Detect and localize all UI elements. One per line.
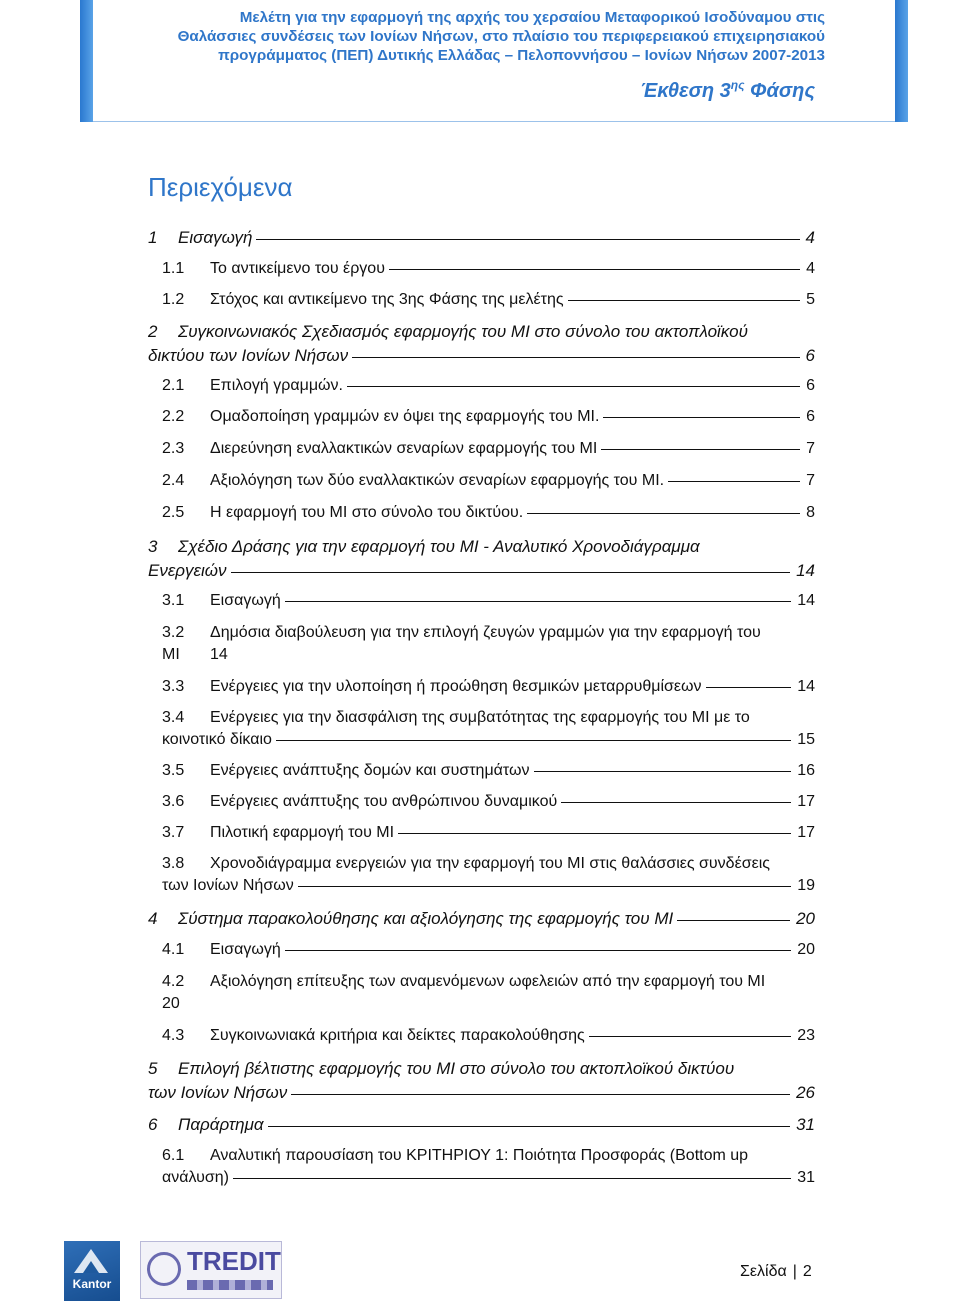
toc-leader [601, 449, 800, 450]
toc-entry-page: 20 [162, 995, 180, 1012]
toc-entry[interactable] [148, 535, 815, 582]
header-divider [93, 121, 895, 122]
page-number [740, 1263, 812, 1281]
toc-entry-title: Σχέδιο Δράσης για την εφαρμογή του ΜΙ - Αναλυτικό Χρονοδιάγραμμα [178, 537, 700, 556]
tredit-emblem-icon [147, 1252, 181, 1286]
toc-leader [534, 771, 792, 772]
page-number-value: 2 [802, 1263, 812, 1280]
toc-leader [677, 920, 790, 921]
toc-leader [256, 239, 799, 240]
toc-entry-number: 2.4 [162, 472, 185, 489]
toc-entry[interactable] [162, 1025, 815, 1047]
toc-entry-page: 31 [796, 1115, 815, 1134]
toc-entry-number: 3.5 [162, 762, 185, 779]
toc-entry-page: 14 [796, 561, 815, 580]
toc-entry-page: 4 [806, 260, 815, 277]
toc-entry-number: 2.3 [162, 440, 185, 457]
toc-entry-number: 3.1 [162, 592, 185, 609]
toc-entry-page: 23 [797, 1027, 815, 1044]
toc-entry-number: 6 [148, 1115, 158, 1134]
toc-entry-title: Ενέργειες ανάπτυξης του ανθρώπινου δυναμικού [210, 793, 558, 810]
toc-entry[interactable] [162, 939, 815, 961]
toc-entry-title: Το αντικείμενο του έργου [210, 260, 385, 277]
header-line-3: προγράμματος (ΠΕΠ) Δυτικής Ελλάδας – Πελοποννήσου – Ιονίων Νήσων 2007-2013 [218, 47, 825, 64]
report-suffix: Φάσης [744, 80, 815, 102]
toc-leader [347, 386, 800, 387]
report-prefix: Έκθεση 3 [640, 80, 731, 102]
toc-entry-title: Αξιολόγηση των δύο εναλλακτικών σεναρίων εφαρμογής του ΜΙ. [210, 472, 665, 489]
toc-entry-number: 3.7 [162, 824, 185, 841]
toc-entry-title: Επιλογή βέλτιστης εφαρμογής του ΜΙ στο σύνολο του ακτοπλοϊκού δικτύου [178, 1059, 735, 1078]
toc-entry-title: Ενέργειες για την υλοποίηση ή προώθηση θεσμικών μεταρρυθμίσεων [210, 678, 702, 695]
toc-entry-title: Πιλοτική εφαρμογή του ΜΙ [210, 824, 395, 841]
toc-entry-page: 15 [797, 731, 815, 748]
toc-leader [603, 417, 800, 418]
toc-entry-title: Ενέργειες για την διασφάλιση της συμβατότητας της εφαρμογής του ΜΙ με το [210, 709, 750, 726]
toc-leader [231, 572, 791, 573]
toc-entry-title: Διερεύνηση εναλλακτικών σεναρίων εφαρμογής του ΜΙ [210, 440, 598, 457]
toc-entry-title: Σύστημα παρακολούθησης και αξιολόγησης της εφαρμογής του ΜΙ [178, 909, 674, 928]
toc-entry-continuation: ΜΙ [162, 646, 180, 663]
toc-entry-page: 16 [797, 762, 815, 779]
toc-entry[interactable] [162, 289, 815, 311]
toc-leader [285, 950, 791, 951]
toc-entry-continuation: δικτύου των Ιονίων Νήσων [148, 346, 349, 365]
kantor-logo [64, 1241, 120, 1301]
toc-entry-number: 4.2 [162, 973, 185, 990]
toc-leader [352, 357, 799, 358]
toc-leader [291, 1094, 790, 1095]
toc-entry-title: Συγκοινωνιακός Σχεδιασμός εφαρμογής του ΜΙ στο σύνολο του ακτοπλοϊκού [178, 322, 748, 341]
toc-entry-page: 19 [797, 877, 815, 894]
toc-leader [589, 1036, 792, 1037]
toc-entry-number: 5 [148, 1059, 158, 1078]
toc-entry-number: 3.2 [162, 624, 185, 641]
report-superscript: ης [730, 78, 745, 92]
toc-entry[interactable] [148, 1057, 815, 1104]
toc-entry-number: 2.1 [162, 377, 185, 394]
toc-entry-number: 3.4 [162, 709, 185, 726]
toc-entry-title: Αξιολόγηση επίτευξης των αναμενόμενων ωφελειών από την εφαρμογή του ΜΙ [210, 973, 766, 990]
toc-entry-number: 1.1 [162, 260, 185, 277]
toc-entry[interactable] [162, 258, 815, 280]
toc-entry-page: 14 [797, 678, 815, 695]
toc-entry[interactable] [148, 320, 815, 367]
toc-entry-page: 26 [796, 1083, 815, 1102]
tredit-logo-text: TREDIT [187, 1246, 281, 1276]
toc-entry-title: Συγκοινωνιακά κριτήρια και δείκτες παρακολούθησης [210, 1027, 585, 1044]
toc-entry-number: 1 [148, 228, 158, 247]
toc-entry[interactable] [162, 406, 815, 428]
toc-entry[interactable] [162, 502, 815, 524]
toc-entry[interactable] [162, 622, 815, 666]
toc-entry-page: 20 [796, 909, 815, 928]
toc-leader [389, 269, 800, 270]
toc-entry-number: 3.8 [162, 855, 185, 872]
toc-entry-title: Εισαγωγή [210, 592, 281, 609]
kantor-logo-text: Kantor [72, 1277, 112, 1291]
toc-entry-number: 2.5 [162, 504, 185, 521]
header-report-label [560, 78, 815, 103]
toc-entry-title: Η εφαρμογή του ΜΙ στο σύνολο του δικτύου. [210, 504, 524, 521]
toc-entry-number: 1.2 [162, 291, 185, 308]
toc-entry-page: 14 [210, 646, 228, 663]
toc-entry-title: Στόχος και αντικείμενο της 3ης Φάσης της μελέτης [210, 291, 564, 308]
toc-entry-continuation: ανάλυση) [162, 1169, 229, 1186]
page-separator: | [792, 1263, 797, 1280]
toc-entry[interactable] [162, 676, 815, 698]
toc-entry-page: 5 [806, 291, 815, 308]
toc-entry-number: 3.3 [162, 678, 185, 695]
toc-entry[interactable] [148, 226, 815, 249]
toc-leader [285, 601, 791, 602]
toc-entry-title: Ομαδοποίηση γραμμών εν όψει της εφαρμογής του ΜΙ. [210, 408, 600, 425]
toc-entry-page: 31 [797, 1169, 815, 1186]
toc-leader [568, 300, 801, 301]
toc-entry-number: 4.3 [162, 1027, 185, 1044]
toc-entry-title: Χρονοδιάγραμμα ενεργειών για την εφαρμογή του ΜΙ στις θαλάσσιες συνδέσεις [210, 855, 770, 872]
header-accent-right [895, 0, 908, 122]
toc-entry-title: Εισαγωγή [210, 941, 281, 958]
toc-leader [527, 513, 800, 514]
toc-entry-number: 2.2 [162, 408, 185, 425]
toc-entry[interactable] [162, 707, 815, 751]
toc-leader [268, 1126, 790, 1127]
toc-entry-continuation: κοινοτικό δίκαιο [162, 731, 272, 748]
toc-entry[interactable] [162, 822, 815, 844]
toc-entry-page: 4 [805, 228, 815, 247]
toc-leader [276, 740, 791, 741]
toc-entry-title: Παράρτημα [178, 1115, 264, 1134]
toc-entry-continuation: Ενεργειών [148, 561, 227, 580]
toc-entry-title: Δημόσια διαβούλευση για την επιλογή ζευγών γραμμών για την εφαρμογή του [210, 624, 761, 641]
toc-entry-number: 6.1 [162, 1147, 185, 1164]
toc-entry-number: 3 [148, 537, 158, 556]
page-label: Σελίδα [740, 1263, 787, 1280]
toc-entry[interactable] [162, 1145, 815, 1189]
toc-entry-page: 8 [806, 504, 815, 521]
toc-leader [668, 481, 800, 482]
toc-entry[interactable] [162, 853, 815, 897]
toc-entry-page: 7 [806, 472, 815, 489]
toc-entry[interactable] [162, 375, 815, 397]
header-line-1: Μελέτη για την εφαρμογή της αρχής του χερσαίου Μεταφορικού Ισοδύναμου στις [239, 9, 825, 26]
toc-entry-number: 3.6 [162, 793, 185, 810]
toc-leader [706, 687, 792, 688]
header-accent-left [80, 0, 93, 122]
toc-entry-number: 2 [148, 322, 158, 341]
toc-entry-title: Ενέργειες ανάπτυξης δομών και συστημάτων [210, 762, 530, 779]
kantor-logo-mark-icon [74, 1247, 108, 1273]
toc-entry-continuation: των Ιονίων Νήσων [162, 877, 294, 894]
toc-entry-page: 17 [797, 824, 815, 841]
toc-entry[interactable] [162, 438, 815, 460]
toc-entry-page: 20 [797, 941, 815, 958]
toc-entry-page: 14 [797, 592, 815, 609]
toc-entry-continuation: των Ιονίων Νήσων [148, 1083, 288, 1102]
toc-leader [561, 802, 791, 803]
toc-entry[interactable] [148, 907, 815, 930]
header-line-2: Θαλάσσιες συνδέσεις των Ιονίων Νήσων, στο πλαίσιο του περιφερειακού επιχειρησιακού [177, 28, 825, 45]
toc-entry-page: 6 [805, 346, 815, 365]
toc-heading: Περιεχόμενα [148, 172, 293, 202]
toc-leader [398, 833, 791, 834]
toc-entry[interactable] [162, 760, 815, 782]
toc-entry-title: Επιλογή γραμμών. [210, 377, 343, 394]
toc-entry-number: 4.1 [162, 941, 185, 958]
toc-entry-page: 6 [806, 408, 815, 425]
toc-entry-title: Αναλυτική παρουσίαση του ΚΡΙΤΗΡΙΟΥ 1: Ποιότητα Προσφοράς (Bottom up [210, 1147, 749, 1164]
toc-entry[interactable] [162, 971, 815, 1015]
toc-entry-page: 7 [806, 440, 815, 457]
toc-entry[interactable] [162, 590, 815, 612]
toc-leader [233, 1178, 791, 1179]
toc-entry-number: 4 [148, 909, 158, 928]
toc-entry[interactable] [162, 791, 815, 813]
toc-leader [298, 886, 792, 887]
toc-entry[interactable] [162, 470, 815, 492]
toc-entry-page: 6 [806, 377, 815, 394]
toc-entry-page: 17 [797, 793, 815, 810]
toc-entry-title: Εισαγωγή [178, 228, 253, 247]
tredit-logo-bars [187, 1280, 273, 1290]
toc-entry[interactable] [148, 1113, 815, 1136]
header-project-title [170, 8, 825, 65]
tredit-logo [140, 1241, 282, 1299]
